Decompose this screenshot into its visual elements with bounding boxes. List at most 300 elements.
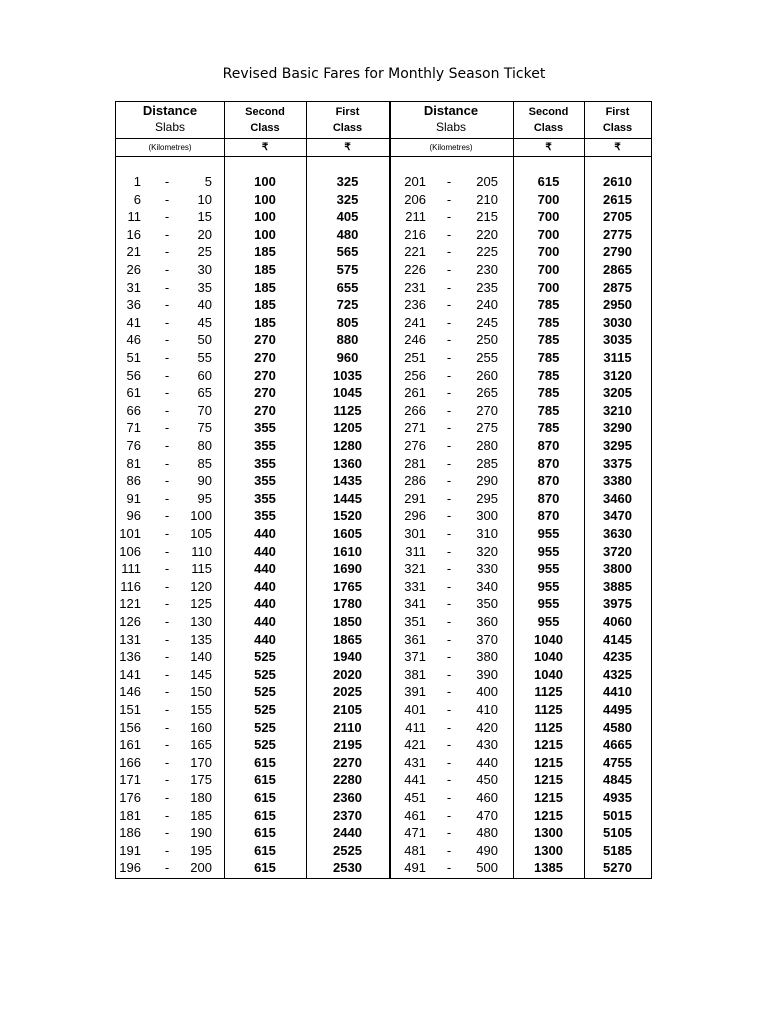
second-class-fare: 100	[254, 209, 276, 225]
table-row	[116, 507, 651, 525]
distance-to: 290	[476, 473, 498, 489]
second-class-fare: 870	[537, 508, 560, 524]
distance-to: 75	[197, 420, 212, 436]
range-dash: -	[164, 526, 170, 541]
distance-to: 125	[190, 596, 212, 612]
range-dash: -	[446, 209, 452, 225]
second-class-fare: 615	[254, 807, 276, 823]
distance-from: 106	[119, 543, 141, 559]
table-row	[116, 279, 651, 297]
second-class-fare: 270	[254, 385, 276, 401]
distance-from: 461	[404, 807, 426, 823]
table-row	[116, 402, 651, 420]
table-row	[116, 226, 651, 244]
range-dash: -	[164, 754, 170, 770]
first-class-fare: 1850	[333, 614, 362, 629]
first-class-fare: 575	[336, 262, 359, 277]
distance-to: 270	[476, 402, 498, 418]
range-dash: -	[164, 402, 170, 418]
second-class-fare: 1125	[534, 684, 563, 700]
table-row	[116, 648, 651, 666]
second-class-fare: 955	[537, 614, 560, 629]
second-class-fare: 785	[537, 402, 560, 418]
table-row	[116, 367, 651, 385]
range-dash: -	[164, 702, 170, 717]
first-class-fare: 3295	[603, 438, 632, 453]
distance-to: 130	[190, 614, 212, 629]
table-row	[116, 296, 651, 314]
distance-from: 341	[404, 596, 426, 612]
distance-to: 215	[476, 209, 498, 225]
first-class-fare: 805	[336, 314, 359, 330]
distance-from: 186	[119, 825, 141, 841]
second-class-fare: 615	[254, 842, 276, 858]
second-class-fare: 1215	[534, 754, 563, 770]
range-dash: -	[164, 367, 170, 383]
distance-to: 40	[197, 297, 212, 313]
range-dash: -	[164, 297, 170, 313]
distance-to: 10	[197, 191, 212, 207]
first-class-fare: 880	[336, 332, 359, 348]
range-dash: -	[446, 719, 452, 735]
first-class-fare: 3210	[603, 402, 632, 418]
distance-to: 470	[476, 807, 498, 823]
distance-to: 275	[476, 420, 498, 436]
range-dash: -	[164, 385, 170, 401]
distance-from: 111	[121, 561, 141, 577]
second-class-fare: 1040	[534, 649, 563, 665]
table-row	[116, 824, 651, 842]
distance-from: 206	[404, 191, 426, 207]
distance-to: 210	[476, 191, 498, 207]
range-dash: -	[446, 350, 452, 365]
range-dash: -	[164, 226, 170, 242]
range-dash: -	[446, 825, 452, 841]
distance-from: 26	[126, 262, 141, 277]
distance-from: 181	[119, 807, 141, 823]
rupee-unit-label: ₹	[261, 142, 269, 153]
second-class-fare: 185	[254, 244, 276, 260]
distance-to: 15	[197, 209, 212, 225]
table-row	[116, 437, 651, 455]
distance-from: 276	[404, 438, 426, 453]
distance-to: 55	[197, 350, 212, 365]
range-dash: -	[164, 332, 170, 348]
distance-from: 246	[404, 332, 426, 348]
range-dash: -	[164, 561, 170, 577]
distance-to: 145	[190, 666, 212, 682]
first-class-fare: 1360	[333, 455, 362, 471]
first-class-fare: 1435	[333, 473, 362, 489]
first-class-fare: 1445	[333, 490, 362, 506]
distance-from: 351	[404, 614, 426, 629]
distance-to: 200	[190, 860, 212, 876]
second-class-header-left: Second Class	[245, 106, 285, 134]
distance-from: 241	[404, 314, 426, 330]
table-row	[116, 419, 651, 437]
range-dash: -	[446, 473, 452, 489]
range-dash: -	[164, 438, 170, 453]
distance-from: 471	[404, 825, 426, 841]
distance-to: 65	[197, 385, 212, 401]
distance-to: 20	[197, 226, 212, 242]
distance-from: 51	[126, 350, 141, 365]
distance-from: 321	[404, 561, 426, 577]
distance-to: 350	[476, 596, 498, 612]
distance-from: 46	[126, 332, 141, 348]
first-class-fare: 4145	[603, 631, 632, 647]
range-dash: -	[164, 649, 170, 665]
distance-to: 500	[476, 860, 498, 876]
second-class-fare: 185	[254, 262, 276, 277]
range-dash: -	[446, 174, 452, 189]
distance-from: 291	[404, 490, 426, 506]
range-dash: -	[164, 191, 170, 207]
second-class-fare: 355	[254, 420, 276, 436]
first-class-fare: 1690	[333, 561, 362, 577]
distance-to: 330	[476, 561, 498, 577]
range-dash: -	[446, 438, 452, 453]
unit-row-divider	[116, 156, 651, 157]
distance-to: 180	[190, 790, 212, 805]
range-dash: -	[446, 420, 452, 436]
distance-from: 491	[404, 860, 426, 876]
range-dash: -	[446, 191, 452, 207]
first-class-fare: 5270	[603, 860, 632, 876]
first-class-fare: 1610	[333, 543, 362, 559]
first-class-fare: 3290	[603, 420, 632, 436]
range-dash: -	[164, 350, 170, 365]
second-class-fare: 1215	[534, 737, 563, 753]
range-dash: -	[446, 508, 452, 524]
distance-from: 441	[404, 772, 426, 788]
range-dash: -	[446, 244, 452, 260]
first-class-fare: 960	[336, 350, 359, 365]
distance-from: 361	[404, 631, 426, 647]
distance-from: 6	[133, 191, 141, 207]
second-class-fare: 525	[254, 666, 276, 682]
distance-from: 161	[119, 737, 141, 753]
second-class-fare: 1385	[534, 860, 563, 876]
second-class-fare: 440	[254, 614, 276, 629]
second-class-fare: 1215	[534, 807, 563, 823]
distance-from: 121	[119, 596, 141, 612]
range-dash: -	[446, 561, 452, 577]
table-row	[116, 807, 651, 825]
distance-from: 96	[126, 508, 141, 524]
second-class-fare: 1125	[534, 719, 563, 735]
table-row	[116, 331, 651, 349]
distance-to: 410	[476, 702, 498, 717]
second-class-fare: 615	[254, 754, 276, 770]
distance-to: 240	[476, 297, 498, 313]
first-class-fare: 2950	[603, 297, 632, 313]
distance-to: 190	[190, 825, 212, 841]
second-class-fare: 525	[254, 702, 276, 717]
range-dash: -	[164, 262, 170, 277]
second-class-fare: 440	[254, 526, 276, 541]
distance-to: 95	[197, 490, 212, 506]
distance-from: 481	[404, 842, 426, 858]
distance-from: 91	[126, 490, 141, 506]
second-class-fare: 1040	[534, 631, 563, 647]
first-class-fare: 1520	[333, 508, 362, 524]
range-dash: -	[446, 226, 452, 242]
range-dash: -	[164, 666, 170, 682]
distance-from: 191	[119, 842, 141, 858]
range-dash: -	[446, 543, 452, 559]
distance-to: 105	[190, 526, 212, 541]
distance-from: 201	[404, 174, 426, 189]
first-class-fare: 5105	[603, 825, 632, 841]
range-dash: -	[164, 842, 170, 858]
distance-from: 251	[404, 350, 426, 365]
first-class-fare: 3205	[603, 385, 632, 401]
second-class-fare: 525	[254, 719, 276, 735]
range-dash: -	[446, 314, 452, 330]
range-dash: -	[446, 614, 452, 629]
distance-from: 36	[126, 297, 141, 313]
first-class-fare: 1940	[333, 649, 362, 665]
second-class-fare: 100	[254, 174, 276, 189]
table-row	[116, 859, 651, 877]
distance-from: 151	[119, 702, 141, 717]
distance-from: 146	[119, 684, 141, 700]
distance-from: 371	[404, 649, 426, 665]
range-dash: -	[446, 790, 452, 805]
distance-from: 211	[405, 209, 426, 225]
distance-header-left: Distance Slabs	[142, 103, 198, 134]
range-dash: -	[164, 578, 170, 594]
distance-from: 391	[404, 684, 426, 700]
table-row	[116, 842, 651, 860]
second-class-fare: 440	[254, 561, 276, 577]
range-dash: -	[164, 543, 170, 559]
range-dash: -	[164, 209, 170, 225]
range-dash: -	[164, 737, 170, 753]
first-class-fare: 4845	[603, 772, 632, 788]
distance-to: 265	[476, 385, 498, 401]
table-row	[116, 560, 651, 578]
second-class-fare: 185	[254, 314, 276, 330]
first-class-header-left: First Class	[332, 106, 363, 134]
table-row	[116, 349, 651, 367]
distance-to: 310	[476, 526, 498, 541]
second-class-fare: 785	[537, 332, 560, 348]
distance-to: 150	[190, 684, 212, 700]
table-row	[116, 243, 651, 261]
table-row	[116, 578, 651, 596]
second-class-fare: 955	[537, 543, 560, 559]
second-class-fare: 870	[537, 438, 560, 453]
rupee-unit-label: ₹	[545, 142, 552, 153]
table-row	[116, 701, 651, 719]
range-dash: -	[164, 631, 170, 647]
first-class-fare: 3035	[603, 332, 632, 348]
first-class-fare: 3720	[603, 543, 632, 559]
first-class-fare: 3115	[603, 350, 632, 365]
distance-to: 390	[476, 666, 498, 682]
first-class-fare: 2525	[333, 842, 362, 858]
first-class-fare: 4325	[603, 666, 632, 682]
first-class-fare: 2110	[333, 719, 362, 735]
range-dash: -	[446, 649, 452, 665]
range-dash: -	[164, 596, 170, 612]
distance-to: 185	[190, 807, 212, 823]
distance-from: 381	[404, 666, 426, 682]
second-class-fare: 1125	[534, 702, 563, 717]
second-class-fare: 270	[254, 332, 276, 348]
distance-from: 216	[404, 226, 426, 242]
table-row	[116, 455, 651, 473]
first-class-fare: 2865	[603, 262, 632, 277]
distance-to: 430	[476, 737, 498, 753]
table-row	[116, 631, 651, 649]
first-class-fare: 655	[336, 279, 359, 295]
range-dash: -	[164, 807, 170, 823]
distance-from: 196	[119, 860, 141, 876]
range-dash: -	[446, 596, 452, 612]
distance-to: 380	[476, 649, 498, 665]
table-row	[116, 314, 651, 332]
range-dash: -	[446, 754, 452, 770]
range-dash: -	[446, 578, 452, 594]
distance-to: 450	[476, 772, 498, 788]
first-class-fare: 725	[336, 297, 359, 313]
distance-to: 50	[197, 332, 212, 348]
first-class-fare: 4580	[603, 719, 632, 735]
second-class-fare: 955	[537, 578, 560, 594]
second-class-fare: 785	[537, 385, 560, 401]
fare-table	[115, 101, 652, 879]
second-class-fare: 870	[537, 473, 560, 489]
rupee-unit-label: ₹	[344, 142, 351, 153]
distance-to: 60	[197, 367, 212, 383]
second-class-fare: 785	[537, 420, 560, 436]
distance-to: 340	[476, 578, 498, 594]
distance-to: 220	[476, 226, 498, 242]
first-class-fare: 4755	[603, 754, 632, 770]
distance-from: 11	[127, 209, 141, 225]
second-class-fare: 185	[254, 279, 276, 295]
range-dash: -	[164, 790, 170, 805]
first-class-fare: 2105	[333, 702, 362, 717]
range-dash: -	[446, 807, 452, 823]
first-class-fare: 2530	[333, 860, 362, 876]
first-class-fare: 480	[336, 226, 359, 242]
second-class-fare: 355	[254, 508, 276, 524]
distance-from: 231	[404, 279, 426, 295]
distance-from: 171	[119, 772, 141, 788]
second-class-fare: 700	[537, 191, 560, 207]
distance-from: 81	[126, 455, 141, 471]
first-class-fare: 2875	[603, 279, 632, 295]
first-class-fare: 4495	[603, 702, 632, 717]
second-class-fare: 870	[537, 490, 560, 506]
distance-from: 401	[404, 702, 426, 717]
distance-from: 166	[119, 754, 141, 770]
table-row	[116, 754, 651, 772]
distance-from: 271	[404, 420, 426, 436]
range-dash: -	[446, 860, 452, 876]
first-class-fare: 325	[336, 191, 359, 207]
first-class-fare: 3885	[603, 578, 632, 594]
range-dash: -	[164, 614, 170, 629]
distance-from: 266	[404, 402, 426, 418]
table-row	[116, 771, 651, 789]
first-class-fare: 2775	[603, 226, 632, 242]
distance-to: 195	[190, 842, 212, 858]
second-class-fare: 440	[254, 631, 276, 647]
second-class-fare: 525	[254, 684, 276, 700]
second-class-fare: 700	[537, 279, 560, 295]
distance-to: 480	[476, 825, 498, 841]
first-class-fare: 405	[336, 209, 359, 225]
second-class-fare: 270	[254, 350, 276, 365]
first-class-fare: 4235	[603, 649, 632, 665]
range-dash: -	[164, 508, 170, 524]
table-row	[116, 543, 651, 561]
distance-to: 5	[204, 174, 212, 189]
table-row	[116, 490, 651, 508]
distance-from: 101	[119, 526, 141, 541]
distance-to: 235	[476, 279, 498, 295]
second-class-fare: 525	[254, 649, 276, 665]
first-class-fare: 1780	[333, 596, 362, 612]
distance-from: 301	[404, 526, 426, 541]
range-dash: -	[164, 490, 170, 506]
table-row	[116, 261, 651, 279]
second-class-fare: 440	[254, 543, 276, 559]
table-row	[116, 736, 651, 754]
range-dash: -	[164, 174, 170, 189]
range-dash: -	[446, 666, 452, 682]
distance-to: 225	[476, 244, 498, 260]
distance-to: 110	[191, 543, 212, 559]
second-class-fare: 525	[254, 737, 276, 753]
distance-from: 1	[133, 174, 141, 189]
second-class-fare: 785	[537, 350, 560, 365]
distance-from: 136	[119, 649, 141, 665]
table-row	[116, 208, 651, 226]
second-class-fare: 1215	[534, 790, 563, 805]
distance-to: 175	[190, 772, 212, 788]
distance-to: 255	[476, 350, 498, 365]
first-class-fare: 3460	[603, 490, 632, 506]
second-class-fare: 785	[537, 297, 560, 313]
distance-from: 281	[404, 455, 426, 471]
distance-to: 120	[190, 578, 212, 594]
distance-from: 71	[126, 420, 141, 436]
table-row	[116, 173, 651, 191]
second-class-fare: 100	[254, 191, 276, 207]
distance-to: 80	[197, 438, 212, 453]
distance-to: 25	[197, 244, 212, 260]
range-dash: -	[164, 473, 170, 489]
header-divider	[116, 138, 651, 139]
range-dash: -	[164, 314, 170, 330]
table-row	[116, 595, 651, 613]
second-class-fare: 100	[254, 226, 276, 242]
range-dash: -	[164, 772, 170, 788]
second-class-fare: 615	[537, 174, 560, 189]
second-class-fare: 355	[254, 438, 276, 453]
range-dash: -	[446, 279, 452, 295]
first-class-fare: 4665	[603, 737, 632, 753]
range-dash: -	[164, 455, 170, 471]
distance-to: 260	[476, 367, 498, 383]
distance-from: 41	[126, 314, 141, 330]
